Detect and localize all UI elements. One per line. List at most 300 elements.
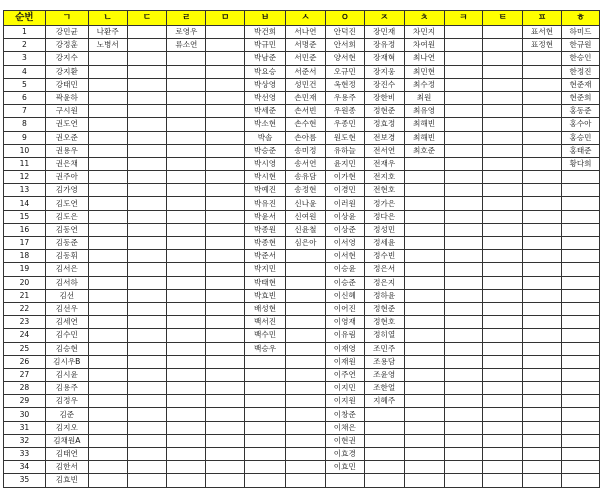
name-cell	[404, 184, 444, 197]
name-cell: 최호준	[404, 144, 444, 157]
name-cell	[167, 78, 206, 91]
name-cell	[444, 329, 483, 342]
name-cell	[285, 395, 325, 408]
column-header-consonant: ㅂ	[245, 11, 286, 26]
name-cell	[88, 461, 127, 474]
name-cell	[167, 461, 206, 474]
name-cell: 이유림	[325, 329, 364, 342]
name-cell	[88, 197, 127, 210]
column-header-consonant: ㄴ	[88, 11, 127, 26]
name-cell	[167, 131, 206, 144]
row-number-cell: 5	[4, 78, 46, 91]
name-cell	[167, 210, 206, 223]
name-cell: 안덕진	[325, 26, 364, 39]
name-cell: 우용주	[325, 91, 364, 104]
name-cell	[206, 421, 245, 434]
name-cell: 이어진	[325, 302, 364, 315]
name-cell	[167, 157, 206, 170]
name-cell	[404, 302, 444, 315]
name-cell: 정수빈	[364, 250, 404, 263]
row-number-cell: 28	[4, 382, 46, 395]
name-cell	[127, 118, 167, 131]
table-row	[4, 316, 600, 329]
name-cell	[444, 250, 483, 263]
column-header-consonant: ㅋ	[444, 11, 483, 26]
name-cell	[404, 408, 444, 421]
name-cell	[404, 237, 444, 250]
name-cell: 하미드	[561, 26, 599, 39]
name-cell: 윤지민	[325, 157, 364, 170]
name-cell: 조민주	[364, 342, 404, 355]
name-cell: 곽윤하	[45, 91, 88, 104]
name-cell	[444, 355, 483, 368]
name-cell	[127, 263, 167, 276]
name-cell	[523, 118, 562, 131]
name-cell: 성민건	[285, 78, 325, 91]
table-row	[4, 26, 600, 39]
name-cell	[561, 408, 599, 421]
name-cell	[404, 316, 444, 329]
name-cell	[483, 329, 523, 342]
row-number-cell: 33	[4, 448, 46, 461]
row-number-cell: 23	[4, 316, 46, 329]
name-cell	[206, 276, 245, 289]
name-cell	[444, 316, 483, 329]
name-cell	[88, 250, 127, 263]
name-cell	[364, 421, 404, 434]
name-cell	[404, 329, 444, 342]
name-cell	[285, 408, 325, 421]
name-cell	[483, 223, 523, 236]
name-cell	[561, 276, 599, 289]
table-row	[4, 355, 600, 368]
name-cell: 정세윤	[364, 237, 404, 250]
row-number-cell: 9	[4, 131, 46, 144]
column-header-consonant: ㄹ	[167, 11, 206, 26]
name-cell: 박솔	[245, 131, 286, 144]
name-cell	[127, 171, 167, 184]
name-cell	[206, 91, 245, 104]
name-cell	[88, 329, 127, 342]
name-cell	[127, 65, 167, 78]
name-cell	[167, 237, 206, 250]
name-cell	[127, 78, 167, 91]
name-cell	[285, 276, 325, 289]
name-cell: 강민균	[45, 26, 88, 39]
name-cell	[285, 461, 325, 474]
name-cell	[245, 448, 286, 461]
name-cell	[127, 342, 167, 355]
table-row	[4, 39, 600, 52]
name-cell	[523, 237, 562, 250]
table-row	[4, 302, 600, 315]
name-cell	[285, 302, 325, 315]
row-number-cell: 29	[4, 395, 46, 408]
name-cell	[444, 157, 483, 170]
table-row	[4, 78, 600, 91]
name-cell	[88, 184, 127, 197]
table-row	[4, 263, 600, 276]
name-cell: 옥현정	[325, 78, 364, 91]
name-cell	[483, 237, 523, 250]
name-cell	[127, 329, 167, 342]
name-cell: 이현권	[325, 434, 364, 447]
name-cell: 이러원	[325, 197, 364, 210]
name-cell	[167, 171, 206, 184]
name-cell: 표서현	[523, 26, 562, 39]
table-row	[4, 184, 600, 197]
row-number-cell: 6	[4, 91, 46, 104]
name-cell: 정현호	[364, 316, 404, 329]
name-cell: 김준	[45, 408, 88, 421]
row-number-cell: 22	[4, 302, 46, 315]
name-cell	[167, 382, 206, 395]
name-cell	[206, 131, 245, 144]
name-cell	[167, 434, 206, 447]
name-cell: 류소연	[167, 39, 206, 52]
name-cell	[483, 250, 523, 263]
name-cell	[206, 342, 245, 355]
name-cell	[88, 448, 127, 461]
name-cell: 장지웅	[364, 65, 404, 78]
name-cell	[523, 184, 562, 197]
name-cell	[523, 250, 562, 263]
name-cell	[483, 342, 523, 355]
name-cell: 정다은	[364, 210, 404, 223]
name-cell: 이승준	[325, 276, 364, 289]
name-cell: 김승현	[45, 342, 88, 355]
row-number-cell: 21	[4, 289, 46, 302]
header-row	[4, 11, 600, 26]
name-cell: 배성현	[245, 302, 286, 315]
name-cell	[444, 342, 483, 355]
name-cell	[88, 118, 127, 131]
name-cell: 박시영	[245, 157, 286, 170]
name-cell	[206, 52, 245, 65]
name-cell: 강지환	[45, 65, 88, 78]
name-cell	[483, 118, 523, 131]
name-cell	[127, 289, 167, 302]
name-cell: 김동준	[45, 237, 88, 250]
name-cell: 강지수	[45, 52, 88, 65]
name-cell	[127, 434, 167, 447]
name-cell: 김동연	[45, 223, 88, 236]
name-cell	[523, 421, 562, 434]
name-cell	[127, 408, 167, 421]
name-cell	[404, 223, 444, 236]
name-cell	[523, 329, 562, 342]
name-cell	[88, 382, 127, 395]
name-cell	[444, 263, 483, 276]
name-cell	[88, 434, 127, 447]
name-cell	[88, 65, 127, 78]
name-cell	[561, 395, 599, 408]
name-cell	[523, 276, 562, 289]
name-cell	[167, 223, 206, 236]
name-cell	[167, 474, 206, 487]
name-cell	[88, 131, 127, 144]
column-header-consonant: ㅁ	[206, 11, 245, 26]
name-cell: 이상준	[325, 223, 364, 236]
name-cell	[483, 171, 523, 184]
name-cell	[483, 210, 523, 223]
name-cell	[483, 91, 523, 104]
name-cell	[206, 329, 245, 342]
name-cell	[444, 65, 483, 78]
name-cell	[364, 461, 404, 474]
name-cell	[483, 316, 523, 329]
name-cell	[167, 368, 206, 381]
table-row	[4, 250, 600, 263]
column-header-consonant: ㅈ	[364, 11, 404, 26]
name-cell	[404, 368, 444, 381]
name-cell	[483, 421, 523, 434]
name-cell: 김시우B	[45, 355, 88, 368]
column-header-consonant: ㅌ	[483, 11, 523, 26]
table-row	[4, 448, 600, 461]
name-cell	[523, 368, 562, 381]
name-cell	[404, 263, 444, 276]
name-cell	[444, 395, 483, 408]
name-cell	[561, 461, 599, 474]
name-cell	[206, 250, 245, 263]
table-row	[4, 65, 600, 78]
row-number-cell: 30	[4, 408, 46, 421]
table-row	[4, 144, 600, 157]
row-number-cell: 7	[4, 105, 46, 118]
name-cell	[483, 39, 523, 52]
name-cell	[444, 223, 483, 236]
name-cell: 조한얼	[364, 382, 404, 395]
name-cell: 권은채	[45, 157, 88, 170]
column-header-number: 순번	[4, 11, 46, 26]
name-cell	[523, 223, 562, 236]
name-cell	[127, 131, 167, 144]
name-cell: 김서은	[45, 263, 88, 276]
name-cell: 서나연	[285, 26, 325, 39]
name-cell	[523, 448, 562, 461]
name-cell: 로영우	[167, 26, 206, 39]
table-row	[4, 289, 600, 302]
table-row	[4, 329, 600, 342]
name-cell: 한규원	[561, 39, 599, 52]
table-row	[4, 461, 600, 474]
name-cell	[444, 39, 483, 52]
name-cell: 최유영	[404, 105, 444, 118]
name-cell: 전보경	[364, 131, 404, 144]
row-number-cell: 27	[4, 368, 46, 381]
name-cell	[206, 355, 245, 368]
row-number-cell: 18	[4, 250, 46, 263]
name-cell	[444, 474, 483, 487]
table-row	[4, 434, 600, 447]
column-header-consonant: ㅅ	[285, 11, 325, 26]
name-cell	[483, 105, 523, 118]
name-cell: 박태현	[245, 276, 286, 289]
name-cell	[127, 197, 167, 210]
name-cell	[206, 157, 245, 170]
name-cell	[167, 144, 206, 157]
name-cell: 한승인	[561, 52, 599, 65]
name-cell: 노병서	[88, 39, 127, 52]
name-cell: 김태연	[45, 448, 88, 461]
name-cell	[523, 316, 562, 329]
name-cell	[167, 329, 206, 342]
name-cell: 최민현	[404, 65, 444, 78]
row-number-cell: 8	[4, 118, 46, 131]
name-cell: 유하늘	[325, 144, 364, 157]
name-cell	[167, 65, 206, 78]
name-cell	[167, 355, 206, 368]
name-cell: 박예진	[245, 184, 286, 197]
table-body	[4, 26, 600, 488]
name-cell: 지혜주	[364, 395, 404, 408]
row-number-cell: 20	[4, 276, 46, 289]
row-number-cell: 19	[4, 263, 46, 276]
name-cell	[523, 78, 562, 91]
table-row	[4, 210, 600, 223]
row-number-cell: 4	[4, 65, 46, 78]
name-cell	[285, 474, 325, 487]
name-cell	[444, 52, 483, 65]
name-cell: 나환주	[88, 26, 127, 39]
name-cell	[483, 263, 523, 276]
name-cell	[127, 26, 167, 39]
name-cell	[364, 408, 404, 421]
name-cell	[127, 276, 167, 289]
name-cell	[444, 302, 483, 315]
name-cell: 서민준	[285, 52, 325, 65]
name-cell: 박세준	[245, 105, 286, 118]
name-cell: 오규민	[325, 65, 364, 78]
name-cell	[206, 118, 245, 131]
name-cell: 이서영	[325, 237, 364, 250]
name-cell	[523, 474, 562, 487]
name-cell	[561, 223, 599, 236]
name-cell	[167, 395, 206, 408]
name-cell: 손아름	[285, 131, 325, 144]
row-number-cell: 16	[4, 223, 46, 236]
name-cell	[483, 408, 523, 421]
name-cell	[88, 368, 127, 381]
name-cell: 최원	[404, 91, 444, 104]
name-cell	[206, 210, 245, 223]
name-cell: 장진수	[364, 78, 404, 91]
name-cell: 이재원	[325, 355, 364, 368]
name-cell	[167, 52, 206, 65]
name-cell	[483, 289, 523, 302]
name-cell	[483, 26, 523, 39]
name-cell: 손수현	[285, 118, 325, 131]
name-cell	[127, 250, 167, 263]
name-cell	[285, 448, 325, 461]
name-cell: 박상영	[245, 78, 286, 91]
row-number-cell: 1	[4, 26, 46, 39]
name-cell	[127, 223, 167, 236]
name-cell	[404, 474, 444, 487]
name-cell	[483, 52, 523, 65]
name-cell	[483, 184, 523, 197]
name-cell	[364, 474, 404, 487]
name-cell: 손민재	[285, 91, 325, 104]
name-cell	[88, 302, 127, 315]
name-cell	[523, 52, 562, 65]
name-cell	[88, 78, 127, 91]
name-cell	[127, 39, 167, 52]
name-cell	[404, 342, 444, 355]
name-cell	[167, 342, 206, 355]
name-cell	[167, 118, 206, 131]
name-cell: 박종원	[245, 223, 286, 236]
name-cell	[483, 474, 523, 487]
name-cell: 이지민	[325, 382, 364, 395]
name-cell	[483, 65, 523, 78]
name-cell	[523, 105, 562, 118]
name-cell	[523, 65, 562, 78]
name-cell	[523, 171, 562, 184]
column-header-consonant: ㅎ	[561, 11, 599, 26]
name-cell	[404, 382, 444, 395]
name-cell	[88, 316, 127, 329]
name-cell	[523, 434, 562, 447]
name-cell: 서준서	[285, 65, 325, 78]
name-cell	[206, 368, 245, 381]
name-cell	[206, 78, 245, 91]
name-cell	[483, 302, 523, 315]
table-row	[4, 421, 600, 434]
name-cell	[206, 171, 245, 184]
row-number-cell: 17	[4, 237, 46, 250]
name-cell	[404, 157, 444, 170]
name-cell: 권용우	[45, 144, 88, 157]
name-cell: 박종현	[245, 237, 286, 250]
name-cell	[523, 302, 562, 315]
name-cell: 김채원A	[45, 434, 88, 447]
name-cell: 이영재	[325, 316, 364, 329]
name-cell: 박규민	[245, 39, 286, 52]
name-cell	[88, 263, 127, 276]
name-cell: 차여원	[404, 39, 444, 52]
row-number-cell: 13	[4, 184, 46, 197]
name-cell	[167, 276, 206, 289]
name-cell: 전현호	[364, 184, 404, 197]
name-cell: 원도현	[325, 131, 364, 144]
name-cell: 박요승	[245, 65, 286, 78]
name-cell	[404, 276, 444, 289]
name-cell	[127, 52, 167, 65]
name-cell	[206, 434, 245, 447]
name-cell: 김한서	[45, 461, 88, 474]
name-cell: 박효빈	[245, 289, 286, 302]
name-cell	[88, 105, 127, 118]
name-cell	[88, 395, 127, 408]
name-cell	[325, 474, 364, 487]
row-number-cell: 3	[4, 52, 46, 65]
name-cell	[167, 91, 206, 104]
name-cell	[206, 316, 245, 329]
name-cell: 조윤영	[364, 368, 404, 381]
name-cell: 김지오	[45, 421, 88, 434]
name-cell	[483, 382, 523, 395]
table-row	[4, 52, 600, 65]
table-row	[4, 197, 600, 210]
name-cell	[444, 237, 483, 250]
name-cell	[561, 448, 599, 461]
row-number-cell: 24	[4, 329, 46, 342]
name-cell	[127, 368, 167, 381]
name-cell	[285, 263, 325, 276]
name-cell: 김서하	[45, 276, 88, 289]
